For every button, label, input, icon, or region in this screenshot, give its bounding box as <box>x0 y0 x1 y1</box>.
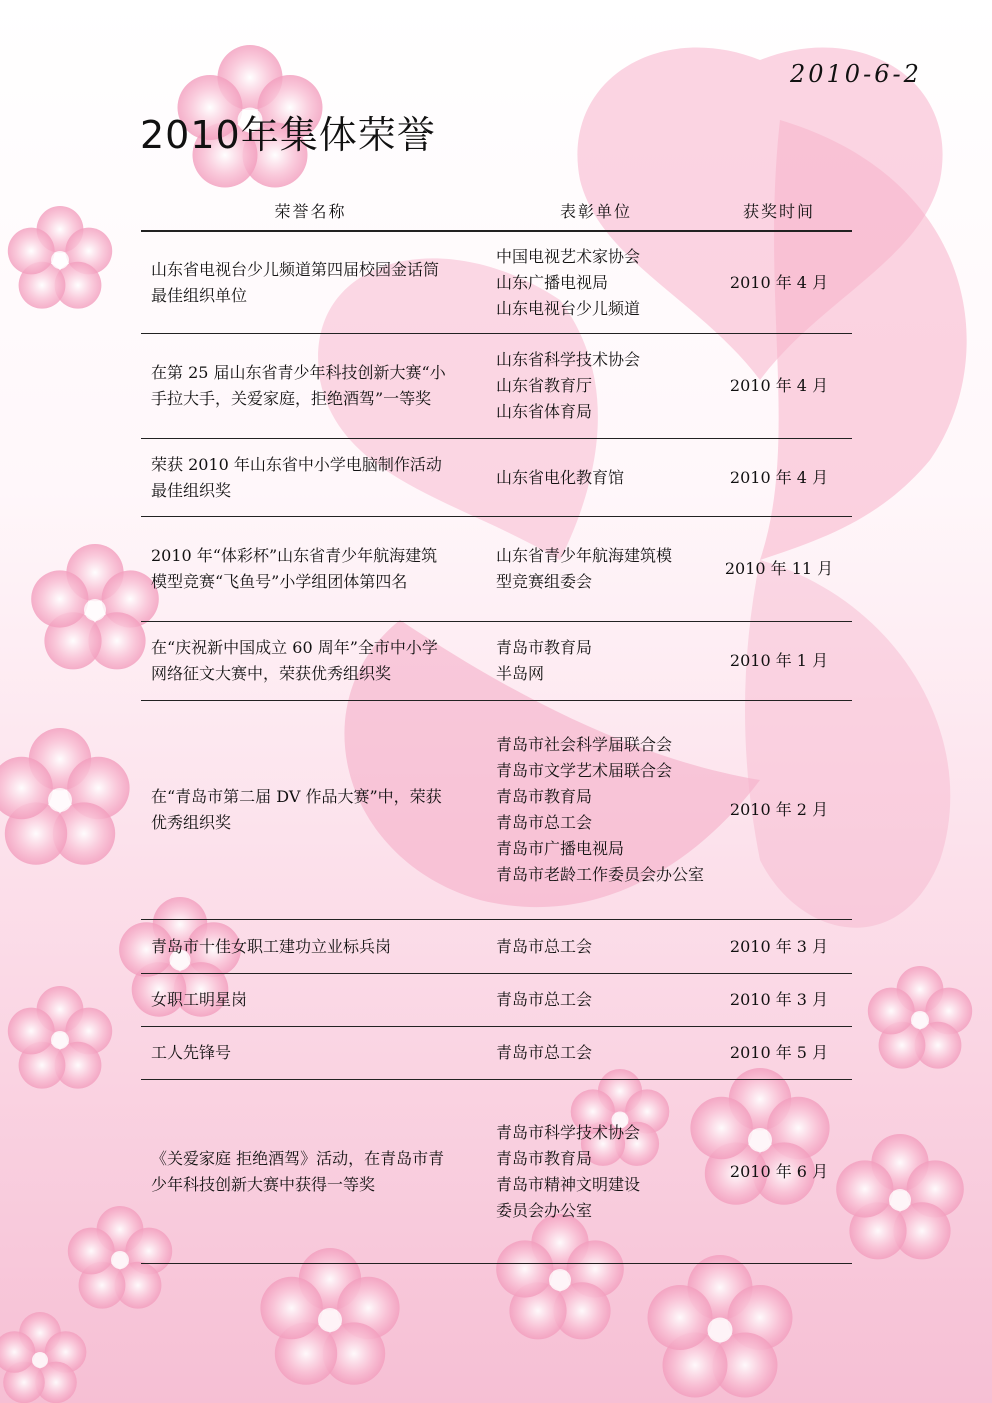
awarding-unit: 青岛市老龄工作委员会办公室 <box>496 865 705 884</box>
document-date: 2010-6-2 <box>790 60 922 88</box>
honor-name-line: 荣获 2010 年山东省中小学电脑制作活动 <box>151 454 442 474</box>
table-row <box>141 920 852 974</box>
table-row <box>141 439 852 517</box>
table-row <box>141 232 852 334</box>
honor-name-line: 优秀组织奖 <box>151 813 232 832</box>
award-time: 2010 年 1 月 <box>729 651 829 670</box>
awarding-unit: 山东省青少年航海建筑模 <box>496 546 673 565</box>
awarding-unit: 青岛市总工会 <box>496 1043 593 1062</box>
table-row <box>141 974 852 1027</box>
honor-name-line: 在“庆祝新中国成立 60 周年”全市中小学 <box>151 638 438 657</box>
award-time: 2010 年 2 月 <box>729 800 829 819</box>
honor-name-line: 手拉大手，关爱家庭，拒绝酒驾”一等奖 <box>151 389 432 408</box>
column-header-award-time: 获奖时间 <box>742 201 815 221</box>
awarding-unit: 青岛市广播电视局 <box>496 839 625 858</box>
honor-name-line: 最佳组织单位 <box>151 285 248 305</box>
column-header-honor-name: 荣誉名称 <box>274 201 347 221</box>
honor-name-line: 工人先锋号 <box>151 1043 232 1062</box>
honor-name-line: 最佳组织奖 <box>151 480 232 500</box>
awarding-unit: 青岛市社会科学届联合会 <box>496 735 673 754</box>
awarding-unit: 山东省科学技术协会 <box>496 350 641 369</box>
awarding-unit: 青岛市文学艺术届联合会 <box>496 761 673 780</box>
award-time: 2010 年 6 月 <box>729 1161 829 1181</box>
award-time: 2010 年 4 月 <box>729 272 829 292</box>
awarding-unit: 山东省教育厅 <box>496 376 593 395</box>
table-row <box>141 334 852 439</box>
awarding-unit: 青岛市教育局 <box>496 638 593 657</box>
award-time: 2010 年 3 月 <box>729 936 829 956</box>
awarding-unit: 山东省体育局 <box>496 402 593 421</box>
awarding-unit: 青岛市精神文明建设 <box>496 1174 641 1194</box>
honors-table <box>141 190 852 1264</box>
award-time: 2010 年 4 月 <box>729 467 829 487</box>
table-row <box>141 622 852 701</box>
awarding-unit: 山东省电化教育馆 <box>496 467 625 487</box>
awarding-unit: 中国电视艺术家协会 <box>496 246 641 266</box>
honor-name-line: 青岛市十佳女职工建功立业标兵岗 <box>151 936 392 956</box>
awarding-unit: 青岛市总工会 <box>496 990 593 1009</box>
awarding-unit: 青岛市总工会 <box>496 936 593 956</box>
honor-name-line: 在“青岛市第二届 DV 作品大赛”中，荣获 <box>151 787 442 806</box>
awarding-unit: 青岛市教育局 <box>496 787 593 806</box>
award-time: 2010 年 11 月 <box>724 559 834 578</box>
column-header-awarding-unit: 表彰单位 <box>560 201 633 221</box>
awarding-unit: 青岛市总工会 <box>496 813 593 832</box>
table-row <box>141 1080 852 1264</box>
table-row <box>141 701 852 920</box>
awarding-unit: 委员会办公室 <box>496 1200 593 1220</box>
awarding-unit: 型竞赛组委会 <box>496 572 593 591</box>
honor-name-line: 在第 25 届山东省青少年科技创新大赛“小 <box>151 363 446 382</box>
awarding-unit: 青岛市教育局 <box>496 1148 593 1168</box>
honor-name-line: 山东省电视台少儿频道第四届校园金话筒 <box>151 259 440 279</box>
honor-name-line: 模型竞赛“飞鱼号”小学组团体第四名 <box>151 572 408 591</box>
table-row <box>141 1027 852 1080</box>
award-time: 2010 年 3 月 <box>729 990 829 1009</box>
honor-name-line: 《关爱家庭 拒绝酒驾》活动，在青岛市青 <box>151 1148 445 1168</box>
table-header <box>141 190 852 232</box>
awarding-unit: 山东广播电视局 <box>496 272 609 292</box>
award-time: 2010 年 4 月 <box>729 376 829 395</box>
honor-name-line: 网络征文大赛中，荣获优秀组织奖 <box>151 664 392 683</box>
awarding-unit: 半岛网 <box>496 664 545 683</box>
awarding-unit: 山东电视台少儿频道 <box>496 298 641 318</box>
awarding-unit: 青岛市科学技术协会 <box>496 1122 641 1142</box>
honor-name-line: 女职工明星岗 <box>151 990 248 1009</box>
page-title: 2010年集体荣誉 <box>140 113 436 157</box>
honor-name-line: 2010 年“体彩杯”山东省青少年航海建筑 <box>151 546 438 565</box>
honor-name-line: 少年科技创新大赛中获得一等奖 <box>151 1174 376 1194</box>
award-time: 2010 年 5 月 <box>729 1043 829 1062</box>
table-row <box>141 517 852 622</box>
